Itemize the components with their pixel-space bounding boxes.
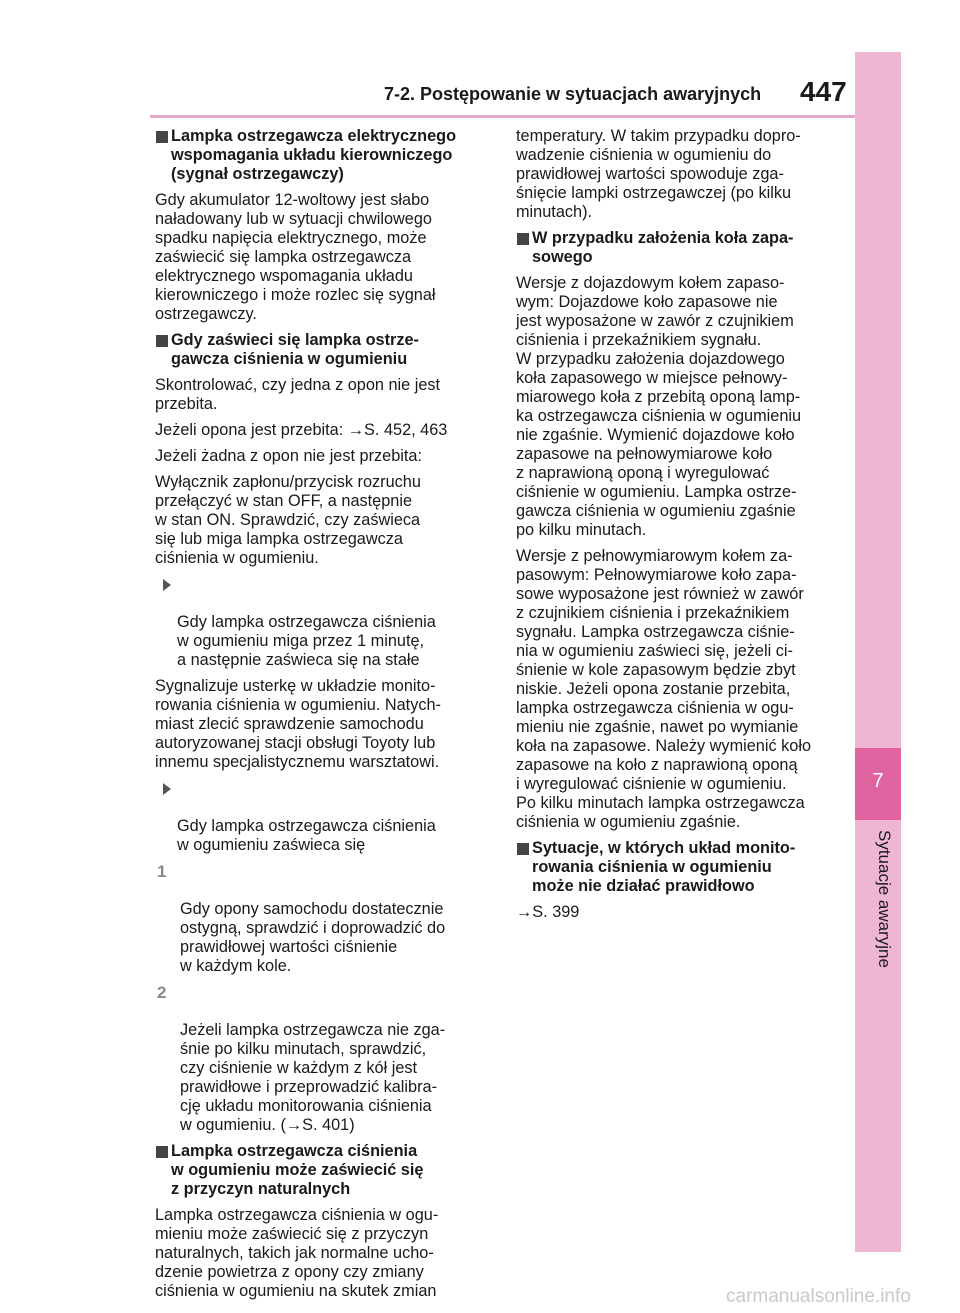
section-heading [147, 1142, 479, 1199]
section-heading [147, 331, 479, 369]
left-column [147, 127, 479, 1308]
condition-item [147, 779, 479, 855]
paragraph: Wersje z dojazdowym kołem zapaso- wym: Dojazdowe koło zapasowe nie jest wyposażone w zawór z czujnikiem ciśnienia i przekaźnikiem sygnału. W przypadku założenia dojazdowego koła zapasowego w miejsce pełnowy- miarowego koła z przebitą oponą lamp- ka ostrzegawcza ciśnienia w ogumieniu nie zgaśnie. Wymienić dojazdowe koło zapasowe na pełnowymiarowe koło z naprawioną oponą i wyregulować ciśnienie w ogumieniu. Lampka ostrze- gawcza ciśnienia w ogumieniu zgaśnie po kilku minutach. [516, 274, 802, 539]
square-bullet-icon [156, 335, 168, 347]
paragraph-page-reference: Jeżeli opona jest przebita: →S. 452, 463 [155, 421, 448, 439]
heading-text: Lampka ostrzegawcza ciśnienia w ogumieniu może zaświecić się z przyczyn naturalnych [171, 1142, 424, 1198]
paragraph: Wyłącznik zapłonu/przycisk rozruchu przełączyć w stan OFF, a następnie w stan ON. Sprawdzić, czy zaświeca się lub miga lampka ostrzegawcza ciśnienia w ogumieniu. [155, 473, 421, 567]
step-item [147, 983, 479, 1135]
page-number: 447 [800, 76, 847, 107]
paragraph: Wersje z pełnowymiarowym kołem za- pasowym: Pełnowymiarowe koło zapa- sowe wyposażone jest również w zawór z czujnikiem ciśnienia i przekaźnikiem sygnału. Lampka ostrzegawcza ciśnie- nia w ogumieniu zaświeci się, jeżeli ci- śnienie w kole zapasowym będzie zbyt niskie. Jeżeli opona zostanie przebita, lampka ostrzegawcza ciśnienia w ogu- mieniu nie zgaśnie, nawet po wymianie koła na zapasowe. Należy wymienić koło zapasowe na koło z naprawioną oponą i wyregulować ciśnienie w ogumieniu. Po kilku minutach lampka ostrzegawcza ciśnienia w ogumieniu zgaśnie. [516, 547, 812, 831]
step-item [147, 862, 479, 976]
triangle-bullet-icon [163, 783, 171, 795]
paragraph-page-reference: →S. 399 [516, 903, 580, 921]
paragraph: temperatury. W takim przypadku dopro- wadzenie ciśnienia w ogumieniu do prawidłowej wartości spowoduje zga- śnięcie lampki ostrzegawczej (po kilku minutach). [516, 127, 801, 221]
square-bullet-icon [156, 1146, 168, 1158]
paragraph: Skontrolować, czy jedna z opon nie jest przebita. [155, 376, 441, 413]
paragraph: Jeżeli żadna z opon nie jest przebita: [155, 447, 422, 465]
section-heading [147, 127, 479, 184]
section-heading [508, 839, 840, 896]
paragraph: Sygnalizuje usterkę w układzie monito- rowania ciśnienia w ogumieniu. Natych- miast zlecić sprawdzenie samochodu autoryzowanej stacji obsługi Toyoty lub innemu specjalistycznemu warsztatowi. [155, 677, 441, 771]
section-title: 7-2. Postępowanie w sytuacjach awaryjnych [384, 84, 762, 104]
heading-text: W przypadku założenia koła zapa- sowego [532, 229, 794, 266]
header-divider [150, 115, 855, 118]
square-bullet-icon [517, 843, 529, 855]
condition-text: Gdy lampka ostrzegawcza ciśnienia w ogumieniu miga przez 1 minutę, a następnie zaświeca się na stałe [177, 613, 436, 669]
chapter-side-tab [855, 52, 901, 1252]
step-number: 2 [157, 983, 167, 1002]
square-bullet-icon [517, 233, 529, 245]
condition-item [147, 575, 479, 670]
heading-text: Sytuacje, w których układ monito- rowania ciśnienia w ogumieniu może nie działać prawidłowo [532, 839, 796, 895]
square-bullet-icon [156, 131, 168, 143]
watermark: carmanualsonline.info [726, 1286, 911, 1307]
right-column [508, 127, 840, 929]
chapter-number: 7 [872, 770, 884, 792]
condition-text: Gdy lampka ostrzegawcza ciśnienia w ogumieniu zaświeca się [177, 817, 436, 854]
step-number: 1 [157, 862, 167, 881]
heading-text: Gdy zaświeci się lampka ostrze- gawcza ciśnienia w ogumieniu [171, 331, 419, 368]
step-text: Jeżeli lampka ostrzegawcza nie zga- śnie po kilku minutach, sprawdzić, czy ciśnienie w każdym z kół jest prawidłowe i przeprowadzić kalibra- cję układu monitorowania ciśnienia w ogumieniu. (→S. 401) [180, 1021, 446, 1134]
paragraph: Gdy akumulator 12-woltowy jest słabo naładowany lub w sytuacji chwilowego spadku napięcia elektrycznego, może zaświecić się lampka ostrzegawcza elektrycznego wspomagania układu kierowniczego i może rozlec się sygnał ostrzegawczy. [155, 191, 436, 323]
heading-text: Lampka ostrzegawcza elektrycznego wspomagania układu kierowniczego (sygnał ostrzegawczy) [171, 127, 457, 183]
triangle-bullet-icon [163, 579, 171, 591]
chapter-label: Sytuacje awaryjne [875, 830, 894, 968]
step-text: Gdy opony samochodu dostatecznie ostygną, sprawdzić i doprowadzić do prawidłowej wartości ciśnienie w każdym kole. [180, 900, 446, 975]
paragraph: Lampka ostrzegawcza ciśnienia w ogu- mieniu może zaświecić się z przyczyn naturalnych, takich jak normalne ucho- dzenie powietrza z opony czy zmiany ciśnienia w ogumieniu na skutek zmian [155, 1206, 439, 1300]
section-heading [508, 229, 840, 267]
